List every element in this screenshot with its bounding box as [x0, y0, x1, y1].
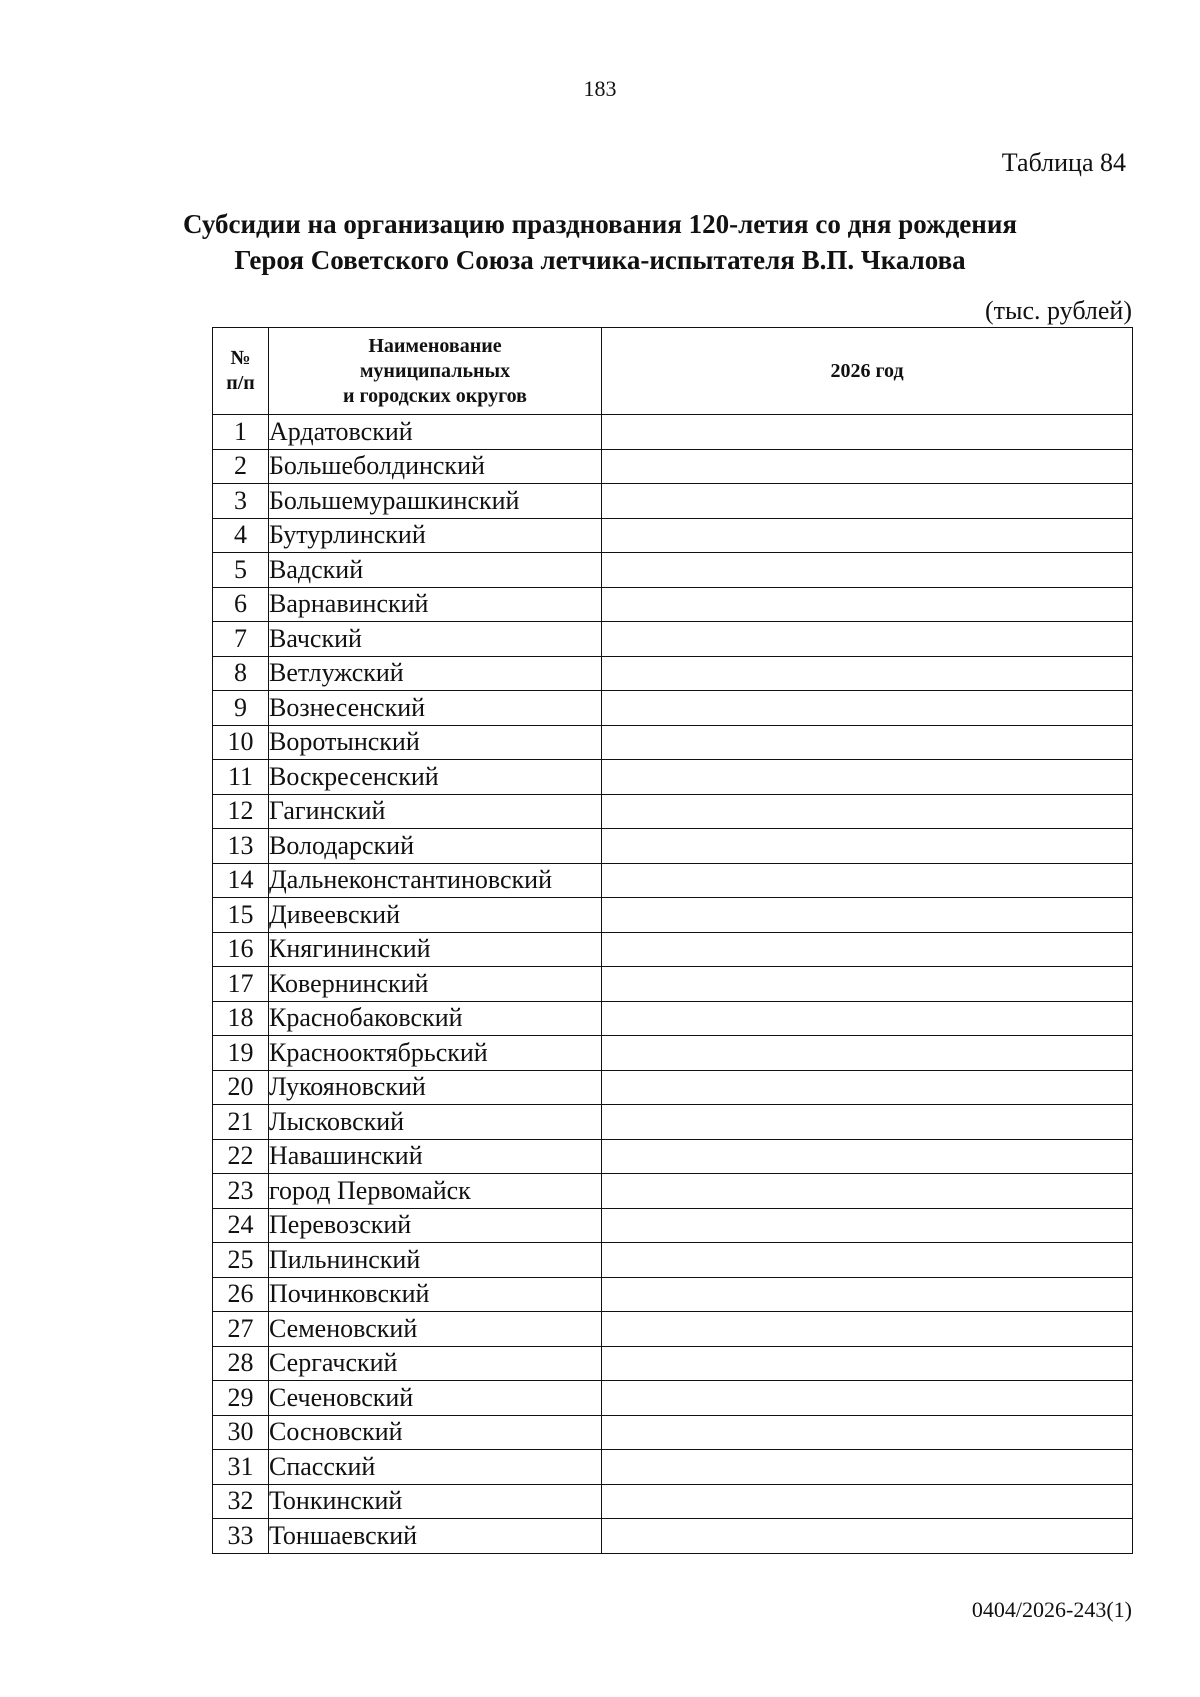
table-row — [213, 932, 1133, 967]
row-number-cell: 20 — [213, 1070, 269, 1105]
row-name-cell: Вадский — [269, 553, 602, 588]
row-number-cell: 7 — [213, 622, 269, 657]
row-value-cell — [602, 553, 1133, 588]
row-value-cell — [602, 1001, 1133, 1036]
table-row — [213, 415, 1133, 450]
title-line-1: Субсидии на организацию празднования 120-летия со дня рождения — [183, 209, 1017, 239]
table-row — [213, 1312, 1133, 1347]
row-number-cell: 15 — [213, 898, 269, 933]
table-row — [213, 691, 1133, 726]
header-number-line-2: п/п — [226, 372, 255, 394]
table-label: Таблица 84 — [1001, 148, 1126, 177]
table-row — [213, 587, 1133, 622]
row-value-cell — [602, 1381, 1133, 1416]
header-name — [269, 328, 602, 415]
table-row — [213, 967, 1133, 1002]
row-number-cell: 24 — [213, 1208, 269, 1243]
row-number-cell: 18 — [213, 1001, 269, 1036]
row-name-cell: Сосновский — [269, 1415, 602, 1450]
row-number-cell: 9 — [213, 691, 269, 726]
table-row — [213, 1139, 1133, 1174]
header-name-line-2: муниципальных — [359, 359, 511, 382]
row-value-cell — [602, 1070, 1133, 1105]
table-row — [213, 449, 1133, 484]
row-number-cell: 11 — [213, 760, 269, 795]
row-number-cell: 2 — [213, 449, 269, 484]
table-row — [213, 1277, 1133, 1312]
row-value-cell — [602, 898, 1133, 933]
row-number-cell: 5 — [213, 553, 269, 588]
table-row — [213, 1450, 1133, 1485]
row-number-cell: 6 — [213, 587, 269, 622]
row-number-cell: 14 — [213, 863, 269, 898]
row-number-cell: 33 — [213, 1519, 269, 1554]
row-name-cell: Тоншаевский — [269, 1519, 602, 1554]
row-name-cell: Тонкинский — [269, 1484, 602, 1519]
row-number-cell: 29 — [213, 1381, 269, 1416]
row-value-cell — [602, 863, 1133, 898]
row-number-cell: 13 — [213, 829, 269, 864]
row-number-cell: 27 — [213, 1312, 269, 1347]
document-code: 0404/2026-243(1) — [971, 1597, 1132, 1622]
row-value-cell — [602, 725, 1133, 760]
row-name-cell: Лукояновский — [269, 1070, 602, 1105]
table-row — [213, 1519, 1133, 1554]
row-number-cell: 21 — [213, 1105, 269, 1140]
table-row — [213, 794, 1133, 829]
row-name-cell: Вознесенский — [269, 691, 602, 726]
table-row — [213, 1208, 1133, 1243]
table-header — [213, 328, 1133, 415]
row-value-cell — [602, 1415, 1133, 1450]
table-row — [213, 656, 1133, 691]
row-number-cell: 16 — [213, 932, 269, 967]
row-number-cell: 8 — [213, 656, 269, 691]
row-name-cell: Краснооктябрьский — [269, 1036, 602, 1071]
table-row — [213, 553, 1133, 588]
row-name-cell: Ветлужский — [269, 656, 602, 691]
row-name-cell: Володарский — [269, 829, 602, 864]
row-value-cell — [602, 967, 1133, 1002]
row-name-cell: Большеболдинский — [269, 449, 602, 484]
table-row — [213, 760, 1133, 795]
row-value-cell — [602, 1139, 1133, 1174]
row-value-cell — [602, 1519, 1133, 1554]
row-number-cell: 23 — [213, 1174, 269, 1209]
row-number-cell: 30 — [213, 1415, 269, 1450]
row-name-cell: Воротынский — [269, 725, 602, 760]
table-row — [213, 1036, 1133, 1071]
row-number-cell: 31 — [213, 1450, 269, 1485]
row-value-cell — [602, 794, 1133, 829]
row-name-cell: Семеновский — [269, 1312, 602, 1347]
row-name-cell: Лысковский — [269, 1105, 602, 1140]
table-row — [213, 1381, 1133, 1416]
row-value-cell — [602, 691, 1133, 726]
row-value-cell — [602, 1036, 1133, 1071]
header-name-line-1: Наименование — [368, 334, 502, 357]
row-value-cell — [602, 1208, 1133, 1243]
row-number-cell: 28 — [213, 1346, 269, 1381]
row-name-cell: город Первомайск — [269, 1174, 602, 1209]
title-line-2: Героя Советского Союза летчика-испытателя В.П. Чкалова — [234, 245, 966, 275]
row-name-cell: Вачский — [269, 622, 602, 657]
row-value-cell — [602, 1277, 1133, 1312]
row-name-cell: Дивеевский — [269, 898, 602, 933]
row-name-cell: Навашинский — [269, 1139, 602, 1174]
row-number-cell: 19 — [213, 1036, 269, 1071]
row-value-cell — [602, 587, 1133, 622]
table-row — [213, 1346, 1133, 1381]
header-number — [213, 328, 269, 415]
row-name-cell: Ковернинский — [269, 967, 602, 1002]
row-name-cell: Гагинский — [269, 794, 602, 829]
row-number-cell: 12 — [213, 794, 269, 829]
table-body — [213, 415, 1133, 1554]
table-row — [213, 1001, 1133, 1036]
row-number-cell: 22 — [213, 1139, 269, 1174]
row-number-cell: 10 — [213, 725, 269, 760]
row-name-cell: Большемурашкинский — [269, 484, 602, 519]
row-name-cell: Дальнеконстантиновский — [269, 863, 602, 898]
row-value-cell — [602, 1174, 1133, 1209]
row-value-cell — [602, 449, 1133, 484]
row-value-cell — [602, 932, 1133, 967]
table-row — [213, 725, 1133, 760]
row-name-cell: Бутурлинский — [269, 518, 602, 553]
subsidies-table — [212, 327, 1133, 1554]
row-name-cell: Спасский — [269, 1450, 602, 1485]
row-name-cell: Варнавинский — [269, 587, 602, 622]
table-row — [213, 518, 1133, 553]
table-row — [213, 1484, 1133, 1519]
row-value-cell — [602, 760, 1133, 795]
row-name-cell: Ардатовский — [269, 415, 602, 450]
table-row — [213, 622, 1133, 657]
header-number-line-1: № — [230, 347, 251, 369]
row-value-cell — [602, 484, 1133, 519]
row-number-cell: 3 — [213, 484, 269, 519]
table-row — [213, 1070, 1133, 1105]
header-year: 2026 год — [602, 328, 1133, 415]
units-label: (тыс. рублей) — [984, 296, 1132, 325]
row-value-cell — [602, 1105, 1133, 1140]
page-number: 183 — [583, 76, 617, 101]
row-number-cell: 32 — [213, 1484, 269, 1519]
row-number-cell: 17 — [213, 967, 269, 1002]
table-row — [213, 1243, 1133, 1278]
row-name-cell: Сеченовский — [269, 1381, 602, 1416]
row-value-cell — [602, 829, 1133, 864]
table-row — [213, 484, 1133, 519]
row-name-cell: Перевозский — [269, 1208, 602, 1243]
row-value-cell — [602, 415, 1133, 450]
table-row — [213, 1174, 1133, 1209]
header-row — [213, 328, 1133, 415]
row-number-cell: 26 — [213, 1277, 269, 1312]
table-row — [213, 829, 1133, 864]
row-name-cell: Сергачский — [269, 1346, 602, 1381]
row-value-cell — [602, 518, 1133, 553]
row-name-cell: Починковский — [269, 1277, 602, 1312]
table-row — [213, 1415, 1133, 1450]
row-name-cell: Княгининский — [269, 932, 602, 967]
row-name-cell: Воскресенский — [269, 760, 602, 795]
row-value-cell — [602, 1484, 1133, 1519]
row-number-cell: 1 — [213, 415, 269, 450]
row-value-cell — [602, 1346, 1133, 1381]
row-value-cell — [602, 1312, 1133, 1347]
row-name-cell: Пильнинский — [269, 1243, 602, 1278]
row-value-cell — [602, 1243, 1133, 1278]
row-value-cell — [602, 1450, 1133, 1485]
table-row — [213, 898, 1133, 933]
row-number-cell: 25 — [213, 1243, 269, 1278]
row-value-cell — [602, 656, 1133, 691]
table-row — [213, 1105, 1133, 1140]
document-title — [0, 206, 1200, 278]
header-name-line-3: и городских округов — [343, 384, 527, 407]
table-row — [213, 863, 1133, 898]
row-value-cell — [602, 622, 1133, 657]
row-name-cell: Краснобаковский — [269, 1001, 602, 1036]
row-number-cell: 4 — [213, 518, 269, 553]
